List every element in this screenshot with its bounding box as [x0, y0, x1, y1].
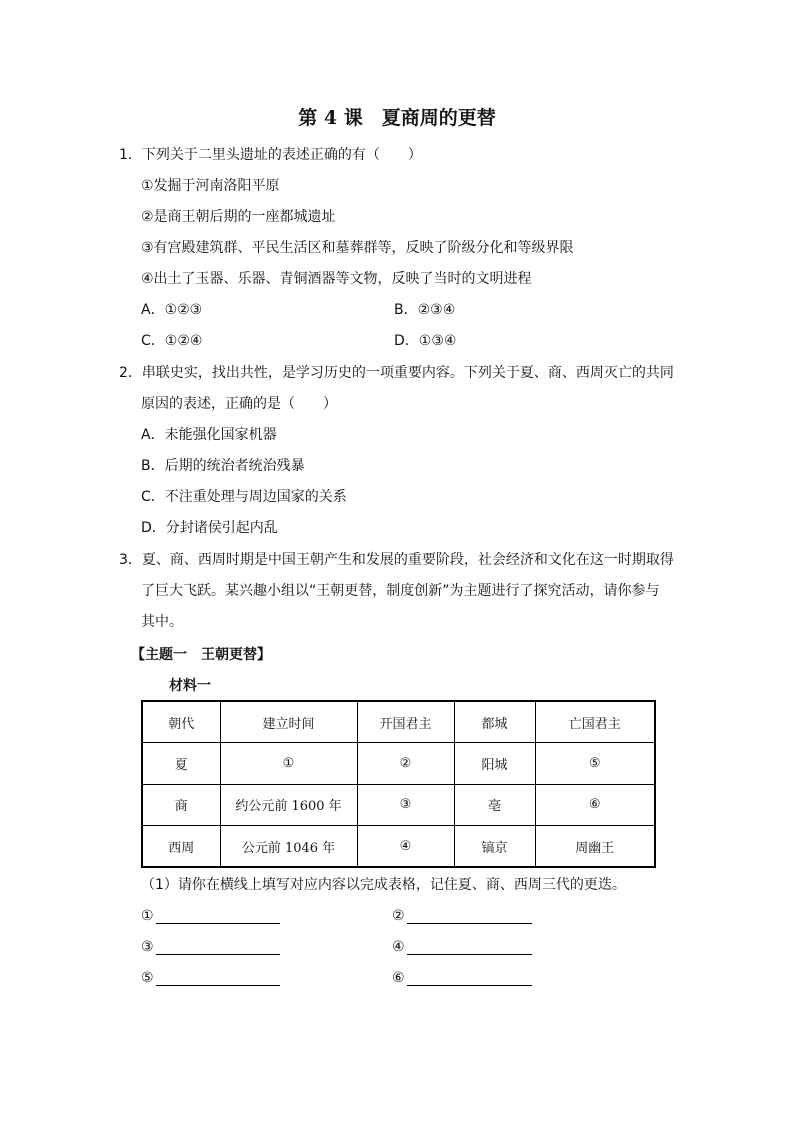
answer-blank-3[interactable]	[156, 954, 280, 955]
question-1-stem: 1．下列关于二里头遗址的表述正确的有（ ）	[119, 147, 422, 163]
table-header-cell: 建立时间	[220, 701, 357, 743]
table-cell: ⑤	[535, 743, 655, 785]
table-header-row	[142, 701, 655, 743]
table-cell: 西周	[142, 826, 220, 868]
answer-blank-4[interactable]	[407, 954, 532, 955]
question-1-item: ①发掘于河南洛阳平原	[141, 178, 280, 194]
question-3-stem-line1: 3．夏、商、西周时期是中国王朝产生和发展的重要阶段，社会经济和文化在这一时期取得	[119, 552, 674, 568]
table-cell: 约公元前 1600 年	[220, 784, 357, 826]
table-cell: ②	[357, 743, 454, 785]
table-cell: ①	[220, 743, 357, 785]
question-3-stem-line2: 了巨大飞跃。某兴趣小组以“王朝更替，制度创新”为主题进行了探究活动，请你参与	[141, 583, 660, 599]
material-label: 材料一	[169, 678, 211, 694]
answer-blank-2[interactable]	[407, 923, 532, 924]
table-cell: 镐京	[454, 826, 535, 868]
table-header-cell: 开国君主	[357, 701, 454, 743]
question-1-option-d[interactable]: D．①③④	[394, 333, 457, 349]
question-1-option-a[interactable]: A．①②③	[141, 302, 203, 318]
answer-blank-1[interactable]	[156, 923, 280, 924]
question-1-item: ②是商王朝后期的一座都城遗址	[141, 209, 336, 225]
question-1-option-c[interactable]: C．①②④	[141, 333, 203, 349]
table-header-cell: 都城	[454, 701, 535, 743]
question-1-item: ③有宫殿建筑群、平民生活区和墓葬群等，反映了阶级分化和等级界限	[141, 240, 574, 256]
table-cell: 阳城	[454, 743, 535, 785]
table-cell: ③	[357, 784, 454, 826]
question-2-option-d[interactable]: D．分封诸侯引起内乱	[141, 520, 278, 536]
table-cell: 夏	[142, 743, 220, 785]
table-cell: 周幽王	[535, 826, 655, 868]
answer-blank-6[interactable]	[407, 985, 532, 986]
question-3-stem-line3: 其中。	[141, 614, 183, 630]
table-cell: 亳	[454, 784, 535, 826]
question-2-stem-line1: 2．串联史实，找出共性，是学习历史的一项重要内容。下列关于夏、商、西周灭亡的共同	[119, 365, 674, 381]
page-title: 第 4 课 夏商周的更替	[298, 107, 496, 129]
blank-label: ⑤	[141, 970, 154, 986]
blank-label: ②	[392, 908, 405, 924]
question-2-option-b[interactable]: B．后期的统治者统治残暴	[141, 458, 305, 474]
question-1-option-b[interactable]: B．②③④	[394, 302, 456, 318]
table-cell: 商	[142, 784, 220, 826]
table-row	[142, 826, 655, 868]
table-row	[142, 743, 655, 785]
question-2-stem-line2: 原因的表述，正确的是（ ）	[141, 396, 337, 412]
question-2-option-a[interactable]: A．未能强化国家机器	[141, 427, 277, 443]
dynasty-table	[141, 700, 656, 868]
blank-label: ⑥	[392, 970, 405, 986]
answer-blank-5[interactable]	[156, 985, 280, 986]
blank-label: ③	[141, 939, 154, 955]
table-row	[142, 784, 655, 826]
question-2-option-c[interactable]: C．不注重处理与周边国家的关系	[141, 489, 347, 505]
question-1-item: ④出土了玉器、乐器、青铜酒器等文物，反映了当时的文明进程	[141, 271, 532, 287]
table-header-cell: 朝代	[142, 701, 220, 743]
table-cell: ④	[357, 826, 454, 868]
table-header-cell: 亡国君主	[535, 701, 655, 743]
table-cell: 公元前 1046 年	[220, 826, 357, 868]
blank-label: ④	[392, 939, 405, 955]
table-cell: ⑥	[535, 784, 655, 826]
sub-question-1: （1）请你在横线上填写对应内容以完成表格，记住夏、商、西周三代的更迭。	[141, 877, 626, 893]
theme-heading: 【主题一 王朝更替】	[131, 647, 271, 663]
blank-label: ①	[141, 908, 154, 924]
